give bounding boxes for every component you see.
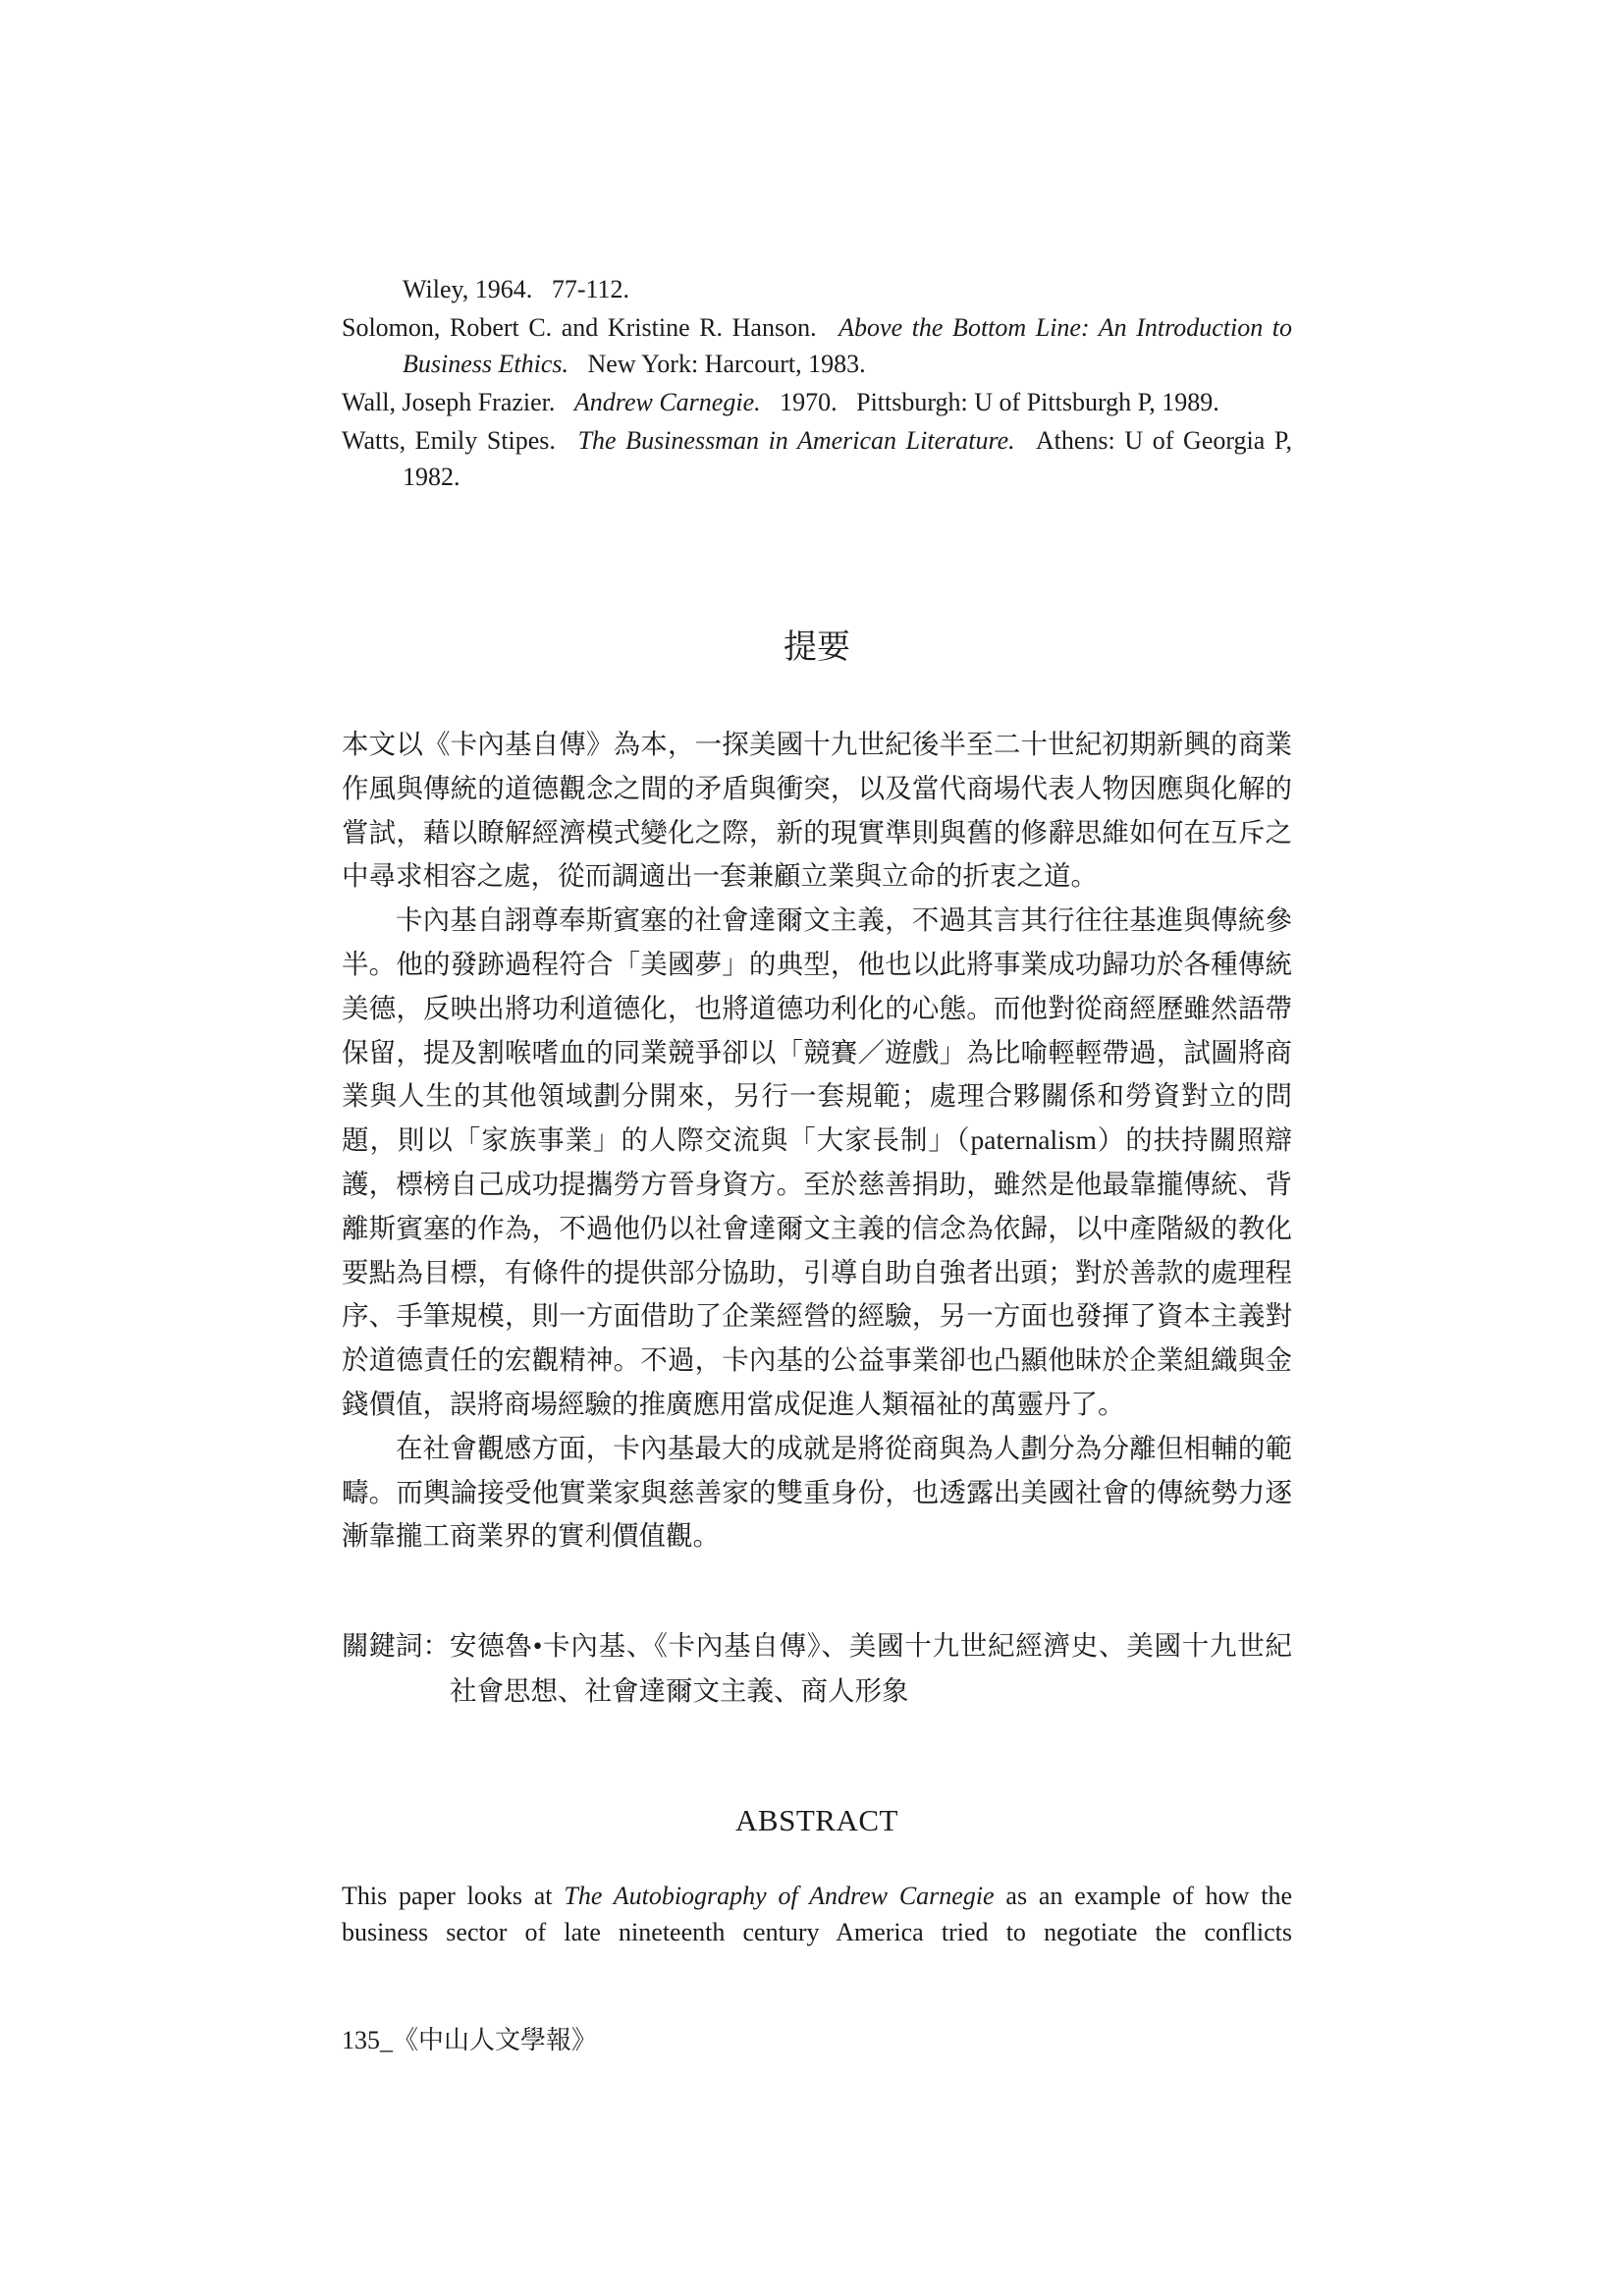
chinese-abstract-paragraph-1: 本文以《卡內基自傳》為本，一探美國十九世紀後半至二十世紀初期新興的商業作風與傳統的道德觀念之間的矛盾與衝突，以及當代商場代表人物因應與化解的嘗試，藉以瞭解經濟模式變化之際，新的現實準則與舊的修辭思維如何在互斥之中尋求相容之處，從而調適出一套兼顧立業與立命的折衷之道。 <box>342 729 1292 892</box>
reference-title: The Businessman in American Literature. <box>577 426 1015 455</box>
reference-entry <box>342 309 1292 382</box>
reference-title: Andrew Carnegie. <box>573 388 761 416</box>
english-abstract-heading: ABSTRACT <box>735 1803 898 1837</box>
page-footer <box>342 2025 597 2056</box>
reference-text: Wiley, 1964. <box>403 275 533 303</box>
reference-entry <box>342 384 1292 420</box>
english-abstract-rest: as an example of how the business sector of late nineteenth century America tried to negotiate the conflicts <box>342 1882 1293 1946</box>
reference-text: 1970. <box>780 388 838 416</box>
page <box>342 0 1292 2296</box>
english-abstract-book-title: The Autobiography of Andrew Carnegie <box>564 1882 995 1910</box>
chinese-abstract-paragraph-2: 卡內基自詡尊奉斯賓塞的社會達爾文主義，不過其言其行往往基進與傳統參半。他的發跡過程符合「美國夢」的典型，他也以此將事業成功歸功於各種傳統美德，反映出將功利道德化，也將道德功利化的心態。而他對從商經歷雖然語帶保留，提及割喉嗜血的同業競爭卻以「競賽／遊戲」為比喻輕輕帶過，試圖將商業與人生的其他領域劃分開來，另行一套規範；處理合夥關係和勞資對立的問題，則以「家族事業」的人際交流與「大家長制」（paternalism）的扶持關照辯護，標榜自己成功提攜勞方晉身資方。至於慈善捐助，雖然是他最靠攏傳統、背離斯賓塞的作為，不過他仍以社會達爾文主義的信念為依歸，以中產階級的教化要點為目標，有條件的提供部分協助，引導自助自強者出頭；對於善款的處理程序、手筆規模，則一方面借助了企業經營的經驗，另一方面也發揮了資本主義對於道德責任的宏觀精神。不過，卡內基的公益事業卻也凸顯他昧於企業組織與金錢價值，誤將商場經驗的推廣應用當成促進人類福祉的萬靈丹了。 <box>342 904 1292 1419</box>
footer-separator: _ <box>380 2026 393 2054</box>
english-abstract-body <box>342 1878 1292 1950</box>
keywords <box>342 1623 1292 1714</box>
reference-entry <box>342 271 1292 307</box>
reference-text: Pittsburgh: U of Pittsburgh P, 1989. <box>856 388 1219 416</box>
keywords-label: 關鍵詞： <box>342 1630 450 1661</box>
reference-text: 77-112. <box>551 275 630 303</box>
reference-text: New York: Harcourt, 1983. <box>587 350 866 378</box>
chinese-abstract-paragraph-3: 在社會觀感方面，卡內基最大的成就是將從商與為人劃分為分離但相輔的範疇。而輿論接受他實業家與慈善家的雙重身份，也透露出美國社會的傳統勢力逐漸靠攏工商業界的實利價值觀。 <box>342 1432 1292 1552</box>
reference-text: Athens: U of Georgia P, 1982. <box>403 426 1293 491</box>
reference-text: Solomon, Robert C. and Kristine R. Hanson. <box>342 313 817 342</box>
chinese-abstract-heading: 提要 <box>784 629 850 666</box>
reference-text: Wall, Joseph Frazier. <box>342 388 556 416</box>
reference-title: Above the Bottom Line: An Introduction to Business Ethics. <box>403 313 1293 378</box>
english-abstract-lead: This paper looks at <box>342 1882 565 1910</box>
chinese-abstract-body <box>342 723 1292 1558</box>
references-list <box>342 271 1292 497</box>
reference-text: Watts, Emily Stipes. <box>342 426 556 455</box>
keywords-text: 安德魯•卡內基、《卡內基自傳》、美國十九世紀經濟史、美國十九世紀社會思想、社會達爾文主義、商人形象 <box>450 1630 1292 1706</box>
page-number: 135 <box>342 2026 380 2054</box>
journal-name: 《中山人文學報》 <box>393 2026 598 2054</box>
reference-entry <box>342 422 1292 495</box>
